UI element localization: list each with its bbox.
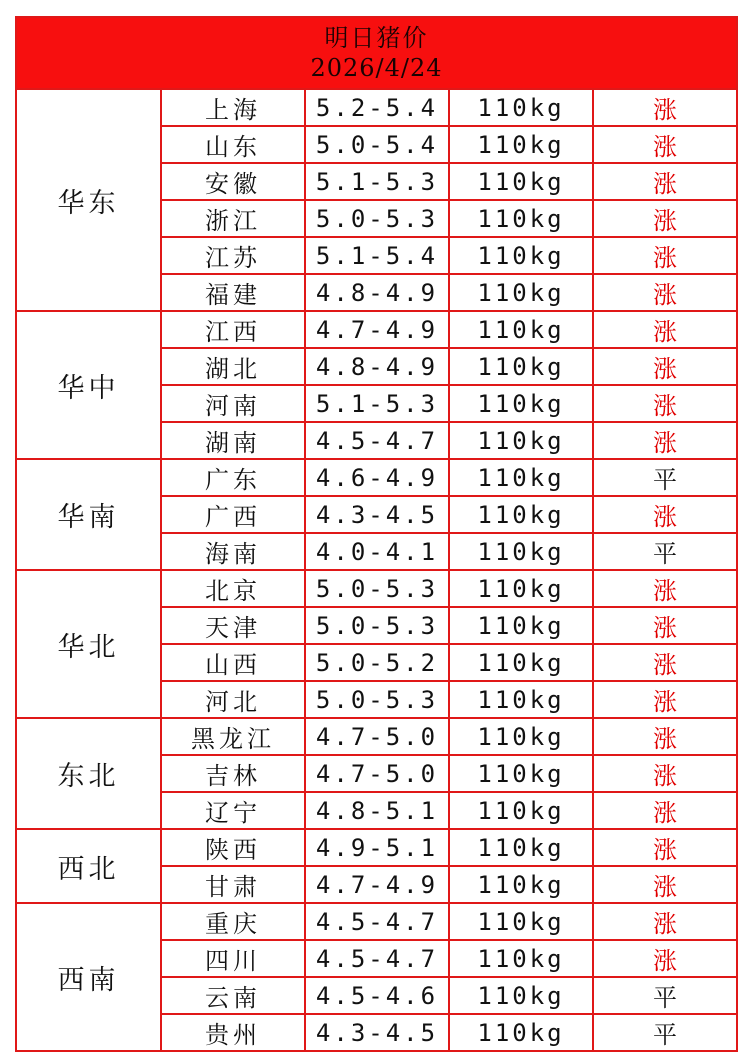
trend-cell: 涨	[593, 718, 737, 755]
weight-cell: 110kg	[449, 644, 593, 681]
weight-cell: 110kg	[449, 200, 593, 237]
trend-cell: 平	[593, 459, 737, 496]
price-cell: 5.1-5.4	[305, 237, 449, 274]
table-header	[16, 17, 737, 89]
trend-cell: 涨	[593, 200, 737, 237]
weight-cell: 110kg	[449, 866, 593, 903]
trend-cell: 涨	[593, 385, 737, 422]
province-cell: 海南	[161, 533, 305, 570]
trend-cell: 涨	[593, 829, 737, 866]
region-cell: 华北	[16, 570, 161, 718]
province-cell: 贵州	[161, 1014, 305, 1051]
page-title: 明日猪价	[324, 24, 429, 52]
table-row	[16, 570, 737, 607]
province-cell: 重庆	[161, 903, 305, 940]
weight-cell: 110kg	[449, 607, 593, 644]
weight-cell: 110kg	[449, 496, 593, 533]
weight-cell: 110kg	[449, 977, 593, 1014]
weight-cell: 110kg	[449, 459, 593, 496]
trend-cell: 涨	[593, 311, 737, 348]
trend-cell: 涨	[593, 89, 737, 126]
trend-cell: 平	[593, 1014, 737, 1051]
province-cell: 云南	[161, 977, 305, 1014]
region-cell: 华东	[16, 89, 161, 311]
price-cell: 4.7-5.0	[305, 718, 449, 755]
price-cell: 5.0-5.2	[305, 644, 449, 681]
trend-cell: 涨	[593, 681, 737, 718]
pig-price-table	[15, 16, 738, 1052]
weight-cell: 110kg	[449, 718, 593, 755]
trend-cell: 涨	[593, 496, 737, 533]
province-cell: 河北	[161, 681, 305, 718]
province-cell: 江苏	[161, 237, 305, 274]
weight-cell: 110kg	[449, 311, 593, 348]
province-cell: 山西	[161, 644, 305, 681]
trend-cell: 涨	[593, 274, 737, 311]
price-cell: 4.5-4.7	[305, 940, 449, 977]
province-cell: 广东	[161, 459, 305, 496]
price-cell: 4.0-4.1	[305, 533, 449, 570]
page-date: 2026/4/24	[310, 54, 443, 82]
region-cell: 华南	[16, 459, 161, 570]
weight-cell: 110kg	[449, 570, 593, 607]
province-cell: 广西	[161, 496, 305, 533]
price-cell: 4.7-4.9	[305, 311, 449, 348]
weight-cell: 110kg	[449, 792, 593, 829]
region-cell: 西北	[16, 829, 161, 903]
weight-cell: 110kg	[449, 422, 593, 459]
province-cell: 浙江	[161, 200, 305, 237]
province-cell: 安徽	[161, 163, 305, 200]
price-cell: 5.0-5.3	[305, 570, 449, 607]
trend-cell: 涨	[593, 755, 737, 792]
table-body	[16, 89, 737, 1051]
table-row	[16, 89, 737, 126]
table-row	[16, 459, 737, 496]
weight-cell: 110kg	[449, 903, 593, 940]
province-cell: 黑龙江	[161, 718, 305, 755]
trend-cell: 涨	[593, 607, 737, 644]
header-row	[16, 17, 737, 89]
weight-cell: 110kg	[449, 533, 593, 570]
price-cell: 5.0-5.3	[305, 607, 449, 644]
price-cell: 5.0-5.4	[305, 126, 449, 163]
trend-cell: 涨	[593, 792, 737, 829]
trend-cell: 涨	[593, 163, 737, 200]
region-cell: 西南	[16, 903, 161, 1051]
price-cell: 4.7-4.9	[305, 866, 449, 903]
weight-cell: 110kg	[449, 89, 593, 126]
province-cell: 上海	[161, 89, 305, 126]
table-row	[16, 311, 737, 348]
province-cell: 山东	[161, 126, 305, 163]
region-cell: 东北	[16, 718, 161, 829]
province-cell: 湖南	[161, 422, 305, 459]
price-cell: 5.1-5.3	[305, 163, 449, 200]
weight-cell: 110kg	[449, 237, 593, 274]
province-cell: 陕西	[161, 829, 305, 866]
province-cell: 四川	[161, 940, 305, 977]
price-cell: 5.1-5.3	[305, 385, 449, 422]
province-cell: 北京	[161, 570, 305, 607]
weight-cell: 110kg	[449, 385, 593, 422]
weight-cell: 110kg	[449, 126, 593, 163]
trend-cell: 涨	[593, 348, 737, 385]
weight-cell: 110kg	[449, 1014, 593, 1051]
province-cell: 湖北	[161, 348, 305, 385]
province-cell: 福建	[161, 274, 305, 311]
price-cell: 4.8-4.9	[305, 274, 449, 311]
province-cell: 河南	[161, 385, 305, 422]
table-row	[16, 829, 737, 866]
trend-cell: 涨	[593, 237, 737, 274]
province-cell: 吉林	[161, 755, 305, 792]
province-cell: 天津	[161, 607, 305, 644]
price-cell: 4.5-4.6	[305, 977, 449, 1014]
trend-cell: 平	[593, 977, 737, 1014]
province-cell: 辽宁	[161, 792, 305, 829]
province-cell: 江西	[161, 311, 305, 348]
province-cell: 甘肃	[161, 866, 305, 903]
weight-cell: 110kg	[449, 274, 593, 311]
trend-cell: 涨	[593, 644, 737, 681]
trend-cell: 涨	[593, 940, 737, 977]
trend-cell: 涨	[593, 903, 737, 940]
price-cell: 4.8-5.1	[305, 792, 449, 829]
price-cell: 4.8-4.9	[305, 348, 449, 385]
price-cell: 4.6-4.9	[305, 459, 449, 496]
price-cell: 5.2-5.4	[305, 89, 449, 126]
trend-cell: 涨	[593, 570, 737, 607]
trend-cell: 涨	[593, 422, 737, 459]
price-cell: 4.9-5.1	[305, 829, 449, 866]
weight-cell: 110kg	[449, 163, 593, 200]
weight-cell: 110kg	[449, 681, 593, 718]
table-row	[16, 903, 737, 940]
weight-cell: 110kg	[449, 940, 593, 977]
weight-cell: 110kg	[449, 348, 593, 385]
price-cell: 4.5-4.7	[305, 422, 449, 459]
price-cell: 5.0-5.3	[305, 200, 449, 237]
trend-cell: 涨	[593, 126, 737, 163]
price-cell: 4.7-5.0	[305, 755, 449, 792]
price-cell: 4.3-4.5	[305, 496, 449, 533]
trend-cell: 平	[593, 533, 737, 570]
weight-cell: 110kg	[449, 755, 593, 792]
price-cell: 4.5-4.7	[305, 903, 449, 940]
weight-cell: 110kg	[449, 829, 593, 866]
table-row	[16, 718, 737, 755]
trend-cell: 涨	[593, 866, 737, 903]
region-cell: 华中	[16, 311, 161, 459]
price-cell: 4.3-4.5	[305, 1014, 449, 1051]
price-cell: 5.0-5.3	[305, 681, 449, 718]
